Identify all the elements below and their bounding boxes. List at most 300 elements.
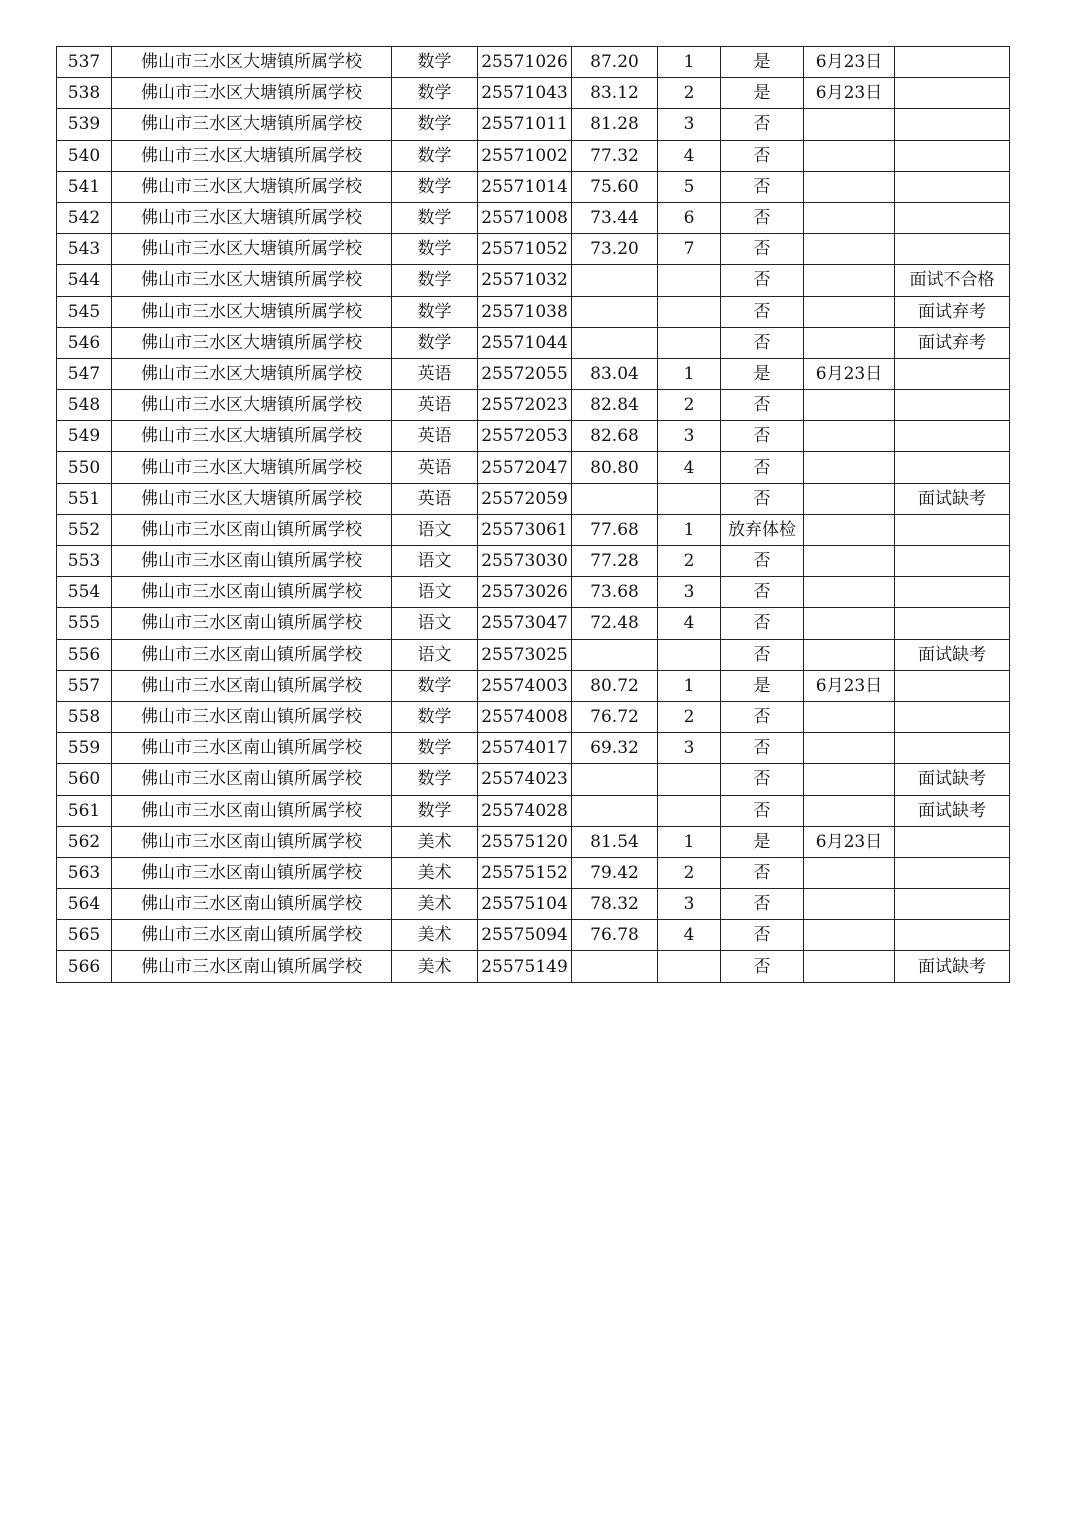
medical-exam-cell: 否 (721, 421, 804, 452)
remark-cell (895, 577, 1010, 608)
candidate-id-cell: 25571032 (478, 265, 572, 296)
school-cell: 佛山市三水区南山镇所属学校 (112, 701, 392, 732)
exam-date-cell (804, 296, 895, 327)
remark-cell: 面试不合格 (895, 265, 1010, 296)
exam-date-cell (804, 265, 895, 296)
serial-number-cell: 550 (57, 452, 112, 483)
serial-number-cell: 538 (57, 78, 112, 109)
results-sheet (56, 46, 1010, 983)
school-cell: 佛山市三水区大塘镇所属学校 (112, 421, 392, 452)
school-cell: 佛山市三水区大塘镇所属学校 (112, 109, 392, 140)
exam-date-cell (804, 764, 895, 795)
school-cell: 佛山市三水区南山镇所属学校 (112, 857, 392, 888)
serial-number-cell: 565 (57, 920, 112, 951)
rank-cell: 6 (658, 202, 721, 233)
table-row (57, 327, 1010, 358)
medical-exam-cell: 否 (721, 795, 804, 826)
score-cell: 82.68 (572, 421, 658, 452)
table-row (57, 546, 1010, 577)
subject-cell: 美术 (392, 951, 478, 982)
subject-cell: 美术 (392, 889, 478, 920)
exam-date-cell (804, 577, 895, 608)
score-cell: 80.72 (572, 670, 658, 701)
serial-number-cell: 543 (57, 234, 112, 265)
medical-exam-cell: 否 (721, 857, 804, 888)
serial-number-cell: 546 (57, 327, 112, 358)
candidate-id-cell: 25574008 (478, 701, 572, 732)
score-cell: 77.28 (572, 546, 658, 577)
candidate-id-cell: 25575149 (478, 951, 572, 982)
medical-exam-cell: 否 (721, 733, 804, 764)
candidate-id-cell: 25572059 (478, 483, 572, 514)
rank-cell: 2 (658, 701, 721, 732)
score-cell: 79.42 (572, 857, 658, 888)
exam-date-cell (804, 171, 895, 202)
exam-date-cell: 6月23日 (804, 358, 895, 389)
rank-cell: 2 (658, 390, 721, 421)
remark-cell (895, 234, 1010, 265)
serial-number-cell: 559 (57, 733, 112, 764)
table-row (57, 202, 1010, 233)
exam-date-cell: 6月23日 (804, 78, 895, 109)
exam-date-cell: 6月23日 (804, 826, 895, 857)
rank-cell (658, 296, 721, 327)
school-cell: 佛山市三水区大塘镇所属学校 (112, 358, 392, 389)
medical-exam-cell: 否 (721, 764, 804, 795)
rank-cell: 2 (658, 857, 721, 888)
medical-exam-cell: 是 (721, 826, 804, 857)
school-cell: 佛山市三水区大塘镇所属学校 (112, 140, 392, 171)
exam-date-cell (804, 140, 895, 171)
score-cell: 77.32 (572, 140, 658, 171)
school-cell: 佛山市三水区南山镇所属学校 (112, 764, 392, 795)
score-cell: 76.72 (572, 701, 658, 732)
score-cell (572, 764, 658, 795)
serial-number-cell: 541 (57, 171, 112, 202)
table-row (57, 78, 1010, 109)
subject-cell: 数学 (392, 140, 478, 171)
rank-cell (658, 764, 721, 795)
table-row (57, 483, 1010, 514)
remark-cell: 面试缺考 (895, 764, 1010, 795)
school-cell: 佛山市三水区南山镇所属学校 (112, 670, 392, 701)
exam-date-cell: 6月23日 (804, 670, 895, 701)
school-cell: 佛山市三水区大塘镇所属学校 (112, 47, 392, 78)
table-row (57, 452, 1010, 483)
rank-cell (658, 265, 721, 296)
medical-exam-cell: 否 (721, 546, 804, 577)
school-cell: 佛山市三水区南山镇所属学校 (112, 889, 392, 920)
table-row (57, 109, 1010, 140)
rank-cell: 3 (658, 889, 721, 920)
remark-cell: 面试弃考 (895, 327, 1010, 358)
serial-number-cell: 558 (57, 701, 112, 732)
remark-cell (895, 421, 1010, 452)
exam-date-cell (804, 889, 895, 920)
table-row (57, 514, 1010, 545)
remark-cell (895, 109, 1010, 140)
score-cell: 80.80 (572, 452, 658, 483)
score-cell (572, 795, 658, 826)
exam-date-cell (804, 390, 895, 421)
score-cell: 77.68 (572, 514, 658, 545)
exam-date-cell (804, 109, 895, 140)
candidate-id-cell: 25572023 (478, 390, 572, 421)
serial-number-cell: 540 (57, 140, 112, 171)
score-cell: 81.54 (572, 826, 658, 857)
school-cell: 佛山市三水区南山镇所属学校 (112, 546, 392, 577)
table-row (57, 171, 1010, 202)
remark-cell (895, 202, 1010, 233)
medical-exam-cell: 否 (721, 608, 804, 639)
table-row (57, 390, 1010, 421)
table-row (57, 701, 1010, 732)
school-cell: 佛山市三水区大塘镇所属学校 (112, 202, 392, 233)
remark-cell (895, 670, 1010, 701)
score-cell: 82.84 (572, 390, 658, 421)
exam-date-cell (804, 857, 895, 888)
candidate-id-cell: 25571002 (478, 140, 572, 171)
subject-cell: 数学 (392, 327, 478, 358)
score-cell (572, 296, 658, 327)
remark-cell: 面试缺考 (895, 483, 1010, 514)
score-cell (572, 327, 658, 358)
candidate-id-cell: 25571008 (478, 202, 572, 233)
school-cell: 佛山市三水区大塘镇所属学校 (112, 234, 392, 265)
candidate-id-cell: 25574003 (478, 670, 572, 701)
subject-cell: 数学 (392, 171, 478, 202)
results-table-body (57, 47, 1010, 983)
subject-cell: 数学 (392, 202, 478, 233)
serial-number-cell: 551 (57, 483, 112, 514)
rank-cell (658, 639, 721, 670)
score-cell: 73.20 (572, 234, 658, 265)
rank-cell: 4 (658, 920, 721, 951)
candidate-id-cell: 25571026 (478, 47, 572, 78)
candidate-id-cell: 25574023 (478, 764, 572, 795)
remark-cell (895, 546, 1010, 577)
serial-number-cell: 561 (57, 795, 112, 826)
table-row (57, 857, 1010, 888)
serial-number-cell: 542 (57, 202, 112, 233)
table-row (57, 421, 1010, 452)
score-cell: 75.60 (572, 171, 658, 202)
rank-cell: 3 (658, 577, 721, 608)
remark-cell (895, 514, 1010, 545)
remark-cell (895, 857, 1010, 888)
exam-date-cell (804, 608, 895, 639)
remark-cell (895, 171, 1010, 202)
rank-cell: 2 (658, 78, 721, 109)
school-cell: 佛山市三水区南山镇所属学校 (112, 608, 392, 639)
exam-date-cell (804, 639, 895, 670)
medical-exam-cell: 否 (721, 296, 804, 327)
score-cell: 72.48 (572, 608, 658, 639)
candidate-id-cell: 25573047 (478, 608, 572, 639)
score-cell (572, 951, 658, 982)
medical-exam-cell: 否 (721, 951, 804, 982)
table-row (57, 920, 1010, 951)
subject-cell: 数学 (392, 670, 478, 701)
remark-cell (895, 889, 1010, 920)
medical-exam-cell: 是 (721, 358, 804, 389)
school-cell: 佛山市三水区大塘镇所属学校 (112, 327, 392, 358)
serial-number-cell: 553 (57, 546, 112, 577)
score-cell: 81.28 (572, 109, 658, 140)
score-cell: 76.78 (572, 920, 658, 951)
exam-date-cell (804, 327, 895, 358)
subject-cell: 数学 (392, 296, 478, 327)
table-row (57, 358, 1010, 389)
serial-number-cell: 554 (57, 577, 112, 608)
subject-cell: 语文 (392, 608, 478, 639)
subject-cell: 语文 (392, 639, 478, 670)
serial-number-cell: 560 (57, 764, 112, 795)
table-row (57, 670, 1010, 701)
score-cell: 78.32 (572, 889, 658, 920)
medical-exam-cell: 否 (721, 327, 804, 358)
table-row (57, 265, 1010, 296)
subject-cell: 数学 (392, 764, 478, 795)
remark-cell (895, 358, 1010, 389)
score-cell: 69.32 (572, 733, 658, 764)
exam-date-cell (804, 234, 895, 265)
school-cell: 佛山市三水区大塘镇所属学校 (112, 171, 392, 202)
serial-number-cell: 566 (57, 951, 112, 982)
remark-cell (895, 452, 1010, 483)
table-row (57, 795, 1010, 826)
table-row (57, 140, 1010, 171)
serial-number-cell: 555 (57, 608, 112, 639)
rank-cell (658, 795, 721, 826)
school-cell: 佛山市三水区大塘镇所属学校 (112, 452, 392, 483)
serial-number-cell: 537 (57, 47, 112, 78)
remark-cell (895, 608, 1010, 639)
rank-cell: 1 (658, 514, 721, 545)
subject-cell: 数学 (392, 234, 478, 265)
score-cell: 83.04 (572, 358, 658, 389)
candidate-id-cell: 25573061 (478, 514, 572, 545)
rank-cell: 1 (658, 47, 721, 78)
remark-cell: 面试缺考 (895, 951, 1010, 982)
table-row (57, 47, 1010, 78)
remark-cell: 面试缺考 (895, 639, 1010, 670)
serial-number-cell: 544 (57, 265, 112, 296)
subject-cell: 美术 (392, 857, 478, 888)
exam-date-cell (804, 514, 895, 545)
medical-exam-cell: 否 (721, 452, 804, 483)
serial-number-cell: 539 (57, 109, 112, 140)
medical-exam-cell: 否 (721, 109, 804, 140)
school-cell: 佛山市三水区大塘镇所属学校 (112, 78, 392, 109)
serial-number-cell: 549 (57, 421, 112, 452)
rank-cell (658, 327, 721, 358)
serial-number-cell: 545 (57, 296, 112, 327)
subject-cell: 数学 (392, 78, 478, 109)
school-cell: 佛山市三水区大塘镇所属学校 (112, 483, 392, 514)
medical-exam-cell: 否 (721, 171, 804, 202)
rank-cell: 3 (658, 733, 721, 764)
candidate-id-cell: 25571043 (478, 78, 572, 109)
medical-exam-cell: 否 (721, 140, 804, 171)
score-cell: 87.20 (572, 47, 658, 78)
subject-cell: 数学 (392, 109, 478, 140)
medical-exam-cell: 是 (721, 670, 804, 701)
subject-cell: 语文 (392, 514, 478, 545)
school-cell: 佛山市三水区南山镇所属学校 (112, 920, 392, 951)
rank-cell: 1 (658, 826, 721, 857)
rank-cell: 4 (658, 140, 721, 171)
subject-cell: 英语 (392, 452, 478, 483)
exam-date-cell (804, 733, 895, 764)
subject-cell: 美术 (392, 920, 478, 951)
score-cell (572, 639, 658, 670)
serial-number-cell: 563 (57, 857, 112, 888)
candidate-id-cell: 25571052 (478, 234, 572, 265)
serial-number-cell: 548 (57, 390, 112, 421)
candidate-id-cell: 25571014 (478, 171, 572, 202)
remark-cell: 面试缺考 (895, 795, 1010, 826)
rank-cell (658, 483, 721, 514)
serial-number-cell: 552 (57, 514, 112, 545)
results-table (56, 46, 1010, 983)
school-cell: 佛山市三水区大塘镇所属学校 (112, 265, 392, 296)
medical-exam-cell: 否 (721, 920, 804, 951)
exam-date-cell: 6月23日 (804, 47, 895, 78)
candidate-id-cell: 25571011 (478, 109, 572, 140)
remark-cell (895, 733, 1010, 764)
subject-cell: 数学 (392, 795, 478, 826)
subject-cell: 英语 (392, 421, 478, 452)
remark-cell (895, 140, 1010, 171)
medical-exam-cell: 放弃体检 (721, 514, 804, 545)
table-row (57, 234, 1010, 265)
table-row (57, 608, 1010, 639)
serial-number-cell: 564 (57, 889, 112, 920)
exam-date-cell (804, 483, 895, 514)
score-cell (572, 265, 658, 296)
rank-cell: 4 (658, 452, 721, 483)
subject-cell: 数学 (392, 265, 478, 296)
table-row (57, 826, 1010, 857)
remark-cell (895, 701, 1010, 732)
table-row (57, 951, 1010, 982)
candidate-id-cell: 25575104 (478, 889, 572, 920)
candidate-id-cell: 25574028 (478, 795, 572, 826)
school-cell: 佛山市三水区大塘镇所属学校 (112, 296, 392, 327)
remark-cell (895, 390, 1010, 421)
medical-exam-cell: 否 (721, 701, 804, 732)
rank-cell: 5 (658, 171, 721, 202)
exam-date-cell (804, 452, 895, 483)
subject-cell: 数学 (392, 47, 478, 78)
candidate-id-cell: 25575094 (478, 920, 572, 951)
rank-cell (658, 951, 721, 982)
medical-exam-cell: 是 (721, 78, 804, 109)
candidate-id-cell: 25573026 (478, 577, 572, 608)
subject-cell: 语文 (392, 546, 478, 577)
candidate-id-cell: 25572047 (478, 452, 572, 483)
candidate-id-cell: 25571038 (478, 296, 572, 327)
school-cell: 佛山市三水区南山镇所属学校 (112, 951, 392, 982)
exam-date-cell (804, 421, 895, 452)
exam-date-cell (804, 920, 895, 951)
rank-cell: 3 (658, 109, 721, 140)
medical-exam-cell: 否 (721, 265, 804, 296)
exam-date-cell (804, 951, 895, 982)
rank-cell: 1 (658, 358, 721, 389)
medical-exam-cell: 是 (721, 47, 804, 78)
rank-cell: 1 (658, 670, 721, 701)
medical-exam-cell: 否 (721, 639, 804, 670)
exam-date-cell (804, 202, 895, 233)
subject-cell: 数学 (392, 733, 478, 764)
table-row (57, 733, 1010, 764)
serial-number-cell: 547 (57, 358, 112, 389)
exam-date-cell (804, 546, 895, 577)
remark-cell (895, 920, 1010, 951)
score-cell: 73.44 (572, 202, 658, 233)
medical-exam-cell: 否 (721, 390, 804, 421)
exam-date-cell (804, 701, 895, 732)
remark-cell: 面试弃考 (895, 296, 1010, 327)
school-cell: 佛山市三水区南山镇所属学校 (112, 577, 392, 608)
medical-exam-cell: 否 (721, 202, 804, 233)
exam-date-cell (804, 795, 895, 826)
rank-cell: 7 (658, 234, 721, 265)
remark-cell (895, 47, 1010, 78)
table-row (57, 889, 1010, 920)
candidate-id-cell: 25572055 (478, 358, 572, 389)
candidate-id-cell: 25575152 (478, 857, 572, 888)
medical-exam-cell: 否 (721, 234, 804, 265)
candidate-id-cell: 25574017 (478, 733, 572, 764)
candidate-id-cell: 25575120 (478, 826, 572, 857)
subject-cell: 英语 (392, 358, 478, 389)
subject-cell: 美术 (392, 826, 478, 857)
school-cell: 佛山市三水区南山镇所属学校 (112, 733, 392, 764)
subject-cell: 英语 (392, 390, 478, 421)
table-row (57, 577, 1010, 608)
remark-cell (895, 826, 1010, 857)
candidate-id-cell: 25573030 (478, 546, 572, 577)
score-cell (572, 483, 658, 514)
serial-number-cell: 557 (57, 670, 112, 701)
medical-exam-cell: 否 (721, 483, 804, 514)
candidate-id-cell: 25573025 (478, 639, 572, 670)
medical-exam-cell: 否 (721, 577, 804, 608)
rank-cell: 4 (658, 608, 721, 639)
subject-cell: 数学 (392, 701, 478, 732)
score-cell: 73.68 (572, 577, 658, 608)
serial-number-cell: 556 (57, 639, 112, 670)
candidate-id-cell: 25572053 (478, 421, 572, 452)
rank-cell: 2 (658, 546, 721, 577)
score-cell: 83.12 (572, 78, 658, 109)
school-cell: 佛山市三水区大塘镇所属学校 (112, 390, 392, 421)
remark-cell (895, 78, 1010, 109)
rank-cell: 3 (658, 421, 721, 452)
school-cell: 佛山市三水区南山镇所属学校 (112, 639, 392, 670)
candidate-id-cell: 25571044 (478, 327, 572, 358)
school-cell: 佛山市三水区南山镇所属学校 (112, 514, 392, 545)
table-row (57, 296, 1010, 327)
school-cell: 佛山市三水区南山镇所属学校 (112, 826, 392, 857)
table-row (57, 764, 1010, 795)
medical-exam-cell: 否 (721, 889, 804, 920)
serial-number-cell: 562 (57, 826, 112, 857)
school-cell: 佛山市三水区南山镇所属学校 (112, 795, 392, 826)
